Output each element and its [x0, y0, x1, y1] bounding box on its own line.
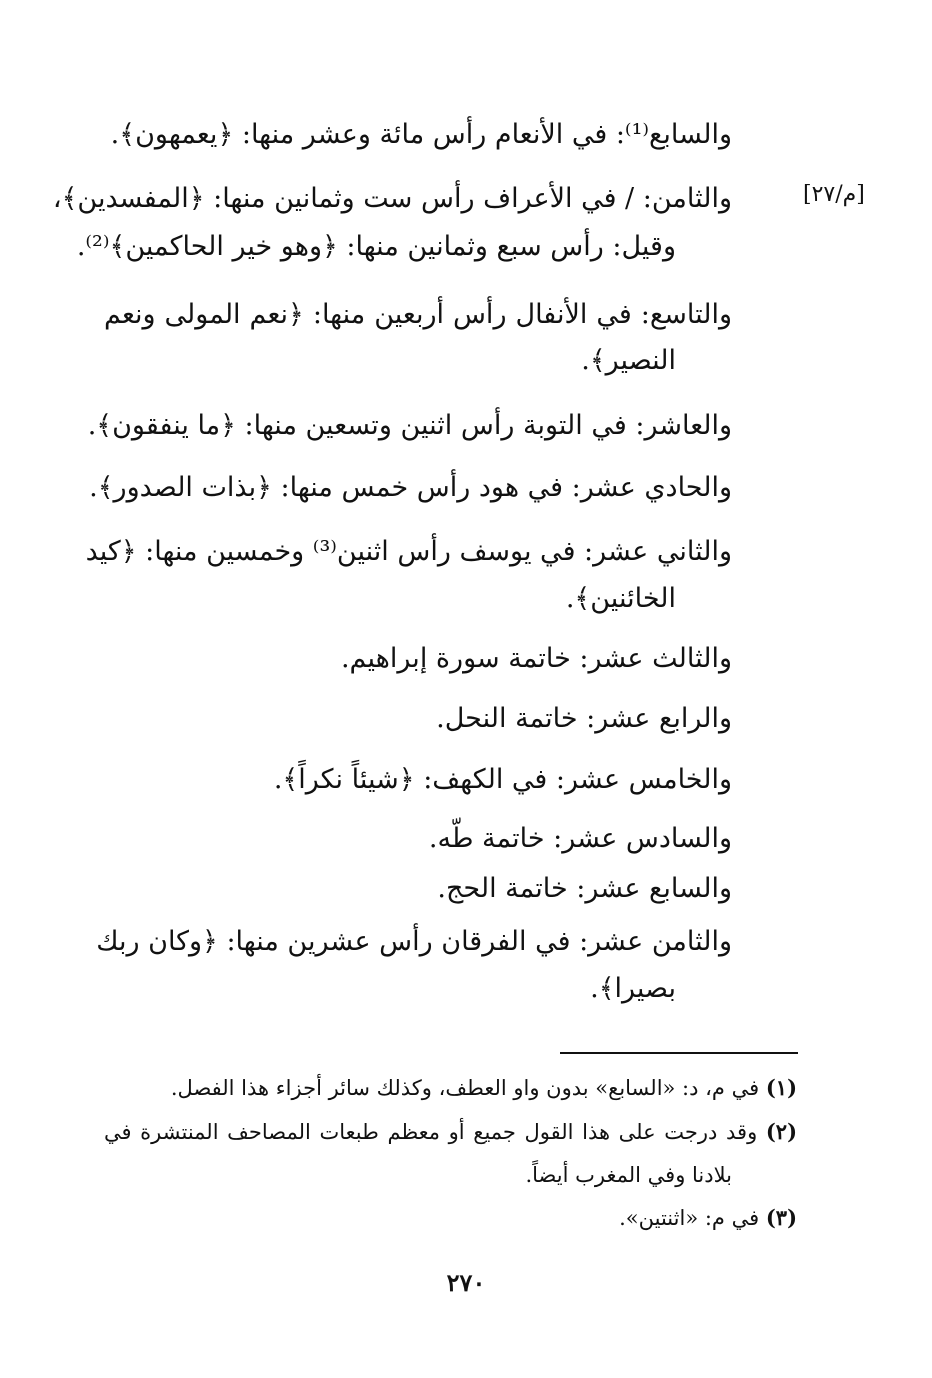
footnote-2: [104, 1117, 797, 1147]
text-line: والسادس عشر: خاتمة طّه.: [428, 823, 732, 854]
margin-reference: [م/٢٧]: [803, 182, 865, 207]
text-line: والثالث عشر: خاتمة سورة إبراهيم.: [340, 643, 732, 674]
text-line: والعاشر: في التوبة رأس اثنين وتسعين منها: ﴿ما ينفقون﴾.: [87, 410, 732, 441]
footnote-3: [619, 1203, 797, 1233]
footnote-number: (٢): [765, 1119, 797, 1144]
footnote-number: (٣): [765, 1205, 797, 1230]
text-line: وقيل: رأس سبع وثمانين منها: ﴿وهو خير الحاكمين﴾⁽²⁾.: [76, 231, 676, 262]
text-line: والتاسع: في الأنفال رأس أربعين منها: ﴿نعم المولى ونعم: [104, 299, 732, 330]
text-line: والثامن: / في الأعراف رأس ست وثمانين منها: ﴿المفسدين﴾،: [52, 183, 732, 214]
text-line: والسابع⁽¹⁾: في الأنعام رأس مائة وعشر منها: ﴿يعمهون﴾.: [110, 119, 732, 150]
footnote-separator: [560, 1052, 798, 1054]
text-line: والحادي عشر: في هود رأس خمس منها: ﴿بذات الصدور﴾.: [89, 472, 732, 503]
footnote-1: [171, 1073, 797, 1103]
footnote-text: بلادنا وفي المغرب أيضاً.: [525, 1163, 732, 1187]
text-line: والخامس عشر: في الكهف: ﴿شيئاً نكراً﴾.: [273, 764, 732, 795]
text-line: والسابع عشر: خاتمة الحج.: [437, 873, 732, 904]
text-line: والثاني عشر: في يوسف رأس اثنين⁽³⁾ وخمسين منها: ﴿كيد: [85, 536, 732, 567]
footnote-number: (١): [765, 1075, 797, 1100]
text-line: والرابع عشر: خاتمة النحل.: [436, 703, 732, 734]
text-line: والثامن عشر: في الفرقان رأس عشرين منها: ﴿وكان ربك: [96, 926, 732, 957]
footnote-2-continued: [525, 1160, 732, 1190]
text-line: الخائنين﴾.: [565, 583, 676, 614]
page-number: ٢٧٠: [446, 1268, 486, 1297]
footnote-text: وقد درجت على هذا القول جميع أو معظم طبعات المصاحف المنتشرة في: [104, 1120, 758, 1144]
text-line: بصيرا﴾.: [590, 973, 676, 1004]
text-line: النصير﴾.: [581, 345, 676, 376]
footnote-text: في م، د: «السابع» بدون واو العطف، وكذلك سائر أجزاء هذا الفصل.: [170, 1076, 760, 1100]
footnote-text: في م: «اثنتين».: [619, 1206, 760, 1230]
